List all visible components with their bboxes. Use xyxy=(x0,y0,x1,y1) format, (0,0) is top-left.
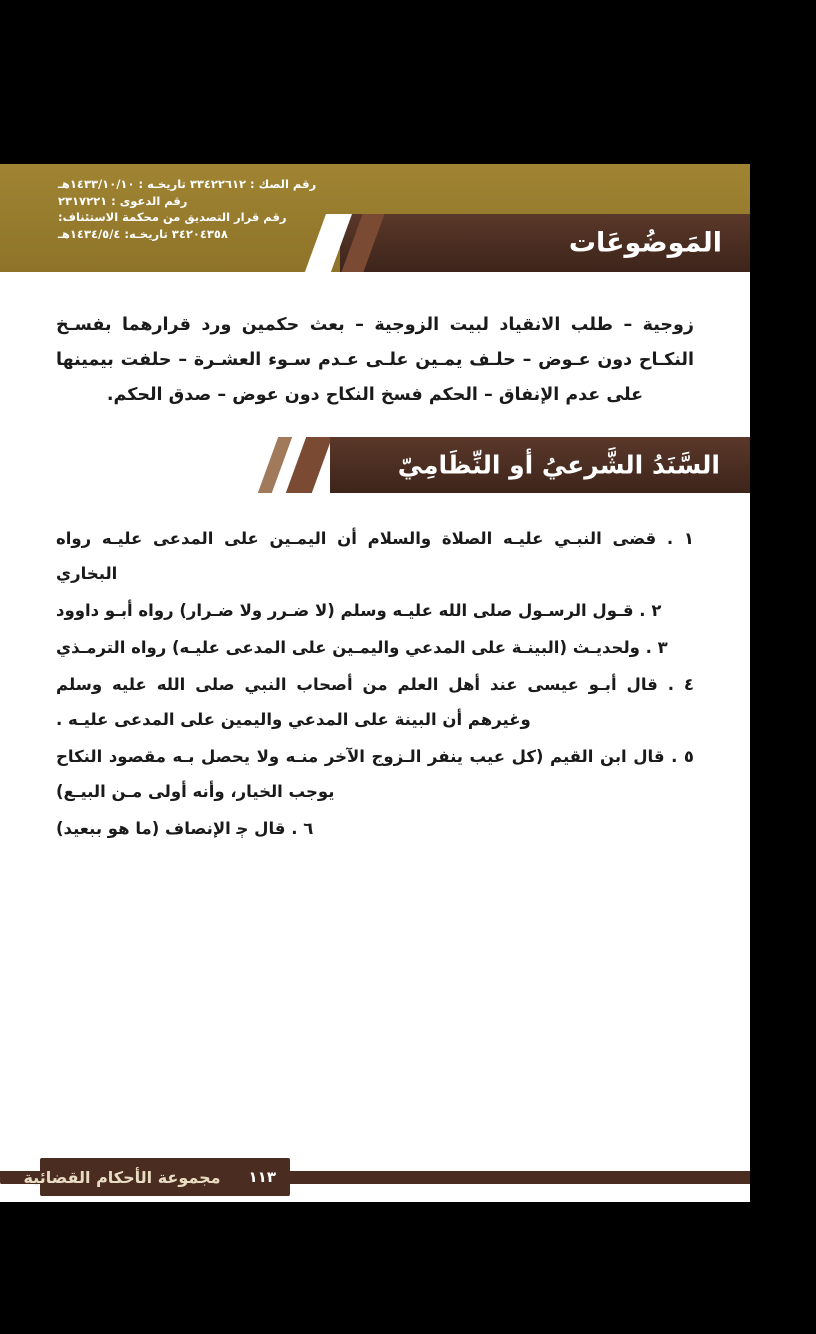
evidence-section-header xyxy=(0,437,750,499)
evidence-title-text: السَّنَدُ الشَّرعيُ أو النِّظَامِيّ xyxy=(397,450,720,480)
document-footer xyxy=(0,1144,750,1202)
list-item: ٢ . قـول الرسـول صلى الله عليـه وسلم (لا ضـرر ولا ضـرار) رواه أبـو داوود xyxy=(56,601,662,620)
footer-logo-block xyxy=(23,1158,290,1196)
section-title-text: المَوضُوعَات xyxy=(568,227,722,259)
topic-paragraph: زوجية – طلب الانقياد لبيت الزوجية – بعث حكمين ورد قرارهما بفسـخ النكـاح دون عـوض – حلـف يمـين علـى عـدم سـوء العشـرة – حلفت بيمينها على عدم الإنفاق – الحكم فسخ النكاح دون عوض – صدق الحكم. xyxy=(56,315,694,405)
ribbon2-accent-light xyxy=(258,437,292,493)
list-item: ٤ . قال أبـو عيسى عند أهل العلم من أصحاب النبي صلى الله عليه وسلم وغيرهم أن البينة على المدعي واليمين على المدعى عليـه . xyxy=(56,675,694,729)
list-item: ١ . قضى النبـي عليـه الصلاة والسلام أن اليمـين على المدعى عليـه رواه البخاري xyxy=(56,529,694,583)
list-item: ٥ . قال ابن القيم (كل عيب ينفر الـزوج الآخر منـه ولا يحصل بـه مقصود النكاح يوجب الخيار، وأنه أولى مـن البيـع) xyxy=(56,747,694,801)
evidence-title-ribbon xyxy=(330,437,750,493)
book-title-logo: مجموعة الأحكام القضائية xyxy=(23,1167,221,1187)
list-item: ٦ . قال ﭴ الإنصاف (ما هو ببعيد) xyxy=(56,819,314,838)
case-meta-line-2: رقم الدعوى : ٢٣١٧٢٢١ xyxy=(58,193,188,208)
case-meta-line-3: رقم قرار التصديق من محكمة الاستئناف: xyxy=(58,210,287,224)
ribbon2-accent-dark xyxy=(286,437,332,493)
section-title-ribbon xyxy=(340,214,750,272)
page-number: ١١٣ xyxy=(248,1168,276,1186)
footer-year-value xyxy=(0,1177,1,1187)
document-header xyxy=(0,164,750,282)
document-page xyxy=(0,164,750,1202)
footer-year xyxy=(0,1166,9,1188)
list-item: ٣ . ولحديـث (البينـة على المدعي واليمـين على المدعى عليـه) رواه الترمـذي xyxy=(56,638,668,657)
evidence-list xyxy=(56,521,694,846)
case-meta-line-4: ٣٤٢٠٤٣٥٨ تاريخـه: ١٤٣٤/٥/٤هـ xyxy=(58,226,228,241)
case-meta-line-1: رقم الصك : ٣٣٤٢٢٦١٢ تاريخـه : ١٤٣٣/١٠/١٠هـ xyxy=(58,177,317,191)
